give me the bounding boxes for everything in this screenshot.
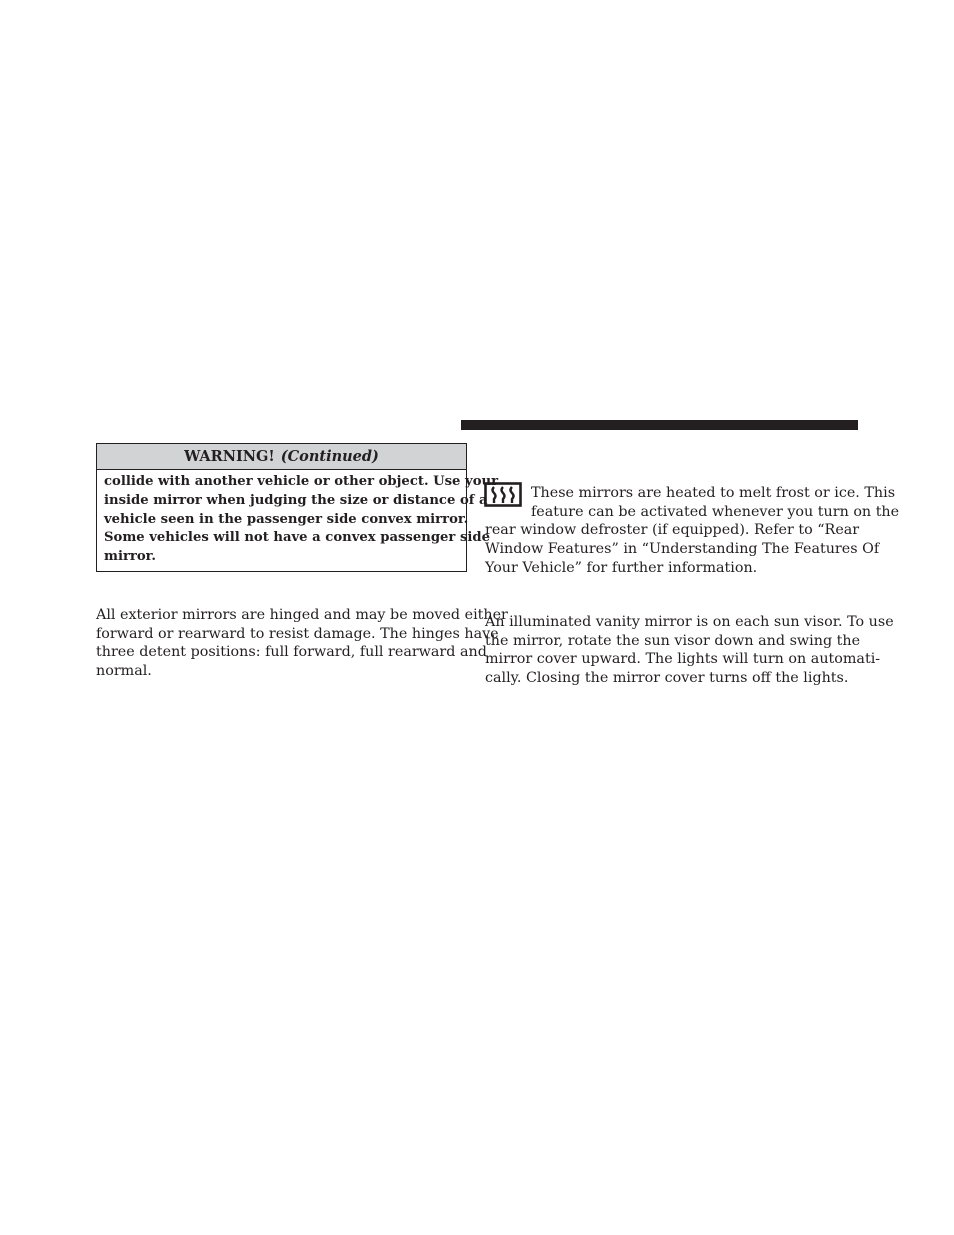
paragraph-line: All exterior mirrors are hinged and may be moved either bbox=[96, 607, 508, 623]
paragraph-line: These mirrors are heated to melt frost or ice. This bbox=[531, 485, 896, 501]
warning-continued: (Continued) bbox=[280, 448, 379, 465]
paragraph-line: normal. bbox=[96, 663, 152, 680]
warning-header bbox=[97, 444, 466, 470]
warning-line: collide with another vehicle or other object. Use your bbox=[104, 474, 499, 489]
warning-line: inside mirror when judging the size or distance of a bbox=[104, 492, 488, 508]
paragraph-line: forward or rearward to resist damage. The hinges have bbox=[96, 625, 499, 642]
warning-title: WARNING! bbox=[184, 448, 275, 465]
paragraph-line: Window Features” in “Understanding The Features Of bbox=[485, 541, 880, 558]
warning-body bbox=[97, 470, 499, 567]
section-rule bbox=[461, 420, 858, 430]
heated-mirrors-paragraph-top bbox=[531, 484, 900, 521]
warning-line: vehicle seen in the passenger side convex mirror. bbox=[104, 511, 469, 527]
paragraph-line: three detent positions: full forward, full rearward and bbox=[96, 644, 487, 661]
heated-mirrors-paragraph bbox=[485, 521, 880, 577]
paragraph-line: mirror cover upward. The lights will turn on automati- bbox=[485, 651, 881, 668]
rear-defrost-icon bbox=[484, 482, 522, 507]
paragraph-line: Your Vehicle” for further information. bbox=[485, 559, 758, 576]
paragraph-line: An illuminated vanity mirror is on each sun visor. To use bbox=[485, 614, 894, 630]
hinged-mirrors-paragraph bbox=[96, 606, 508, 681]
paragraph-line: cally. Closing the mirror cover turns off the lights. bbox=[485, 670, 849, 687]
paragraph-line: rear window defroster (if equipped). Refer to “Rear bbox=[485, 522, 860, 539]
warning-line: mirror. bbox=[104, 549, 156, 565]
warning-box bbox=[96, 443, 499, 572]
vanity-mirror-paragraph bbox=[485, 613, 894, 688]
paragraph-line: the mirror, rotate the sun visor down and swing the bbox=[485, 632, 861, 649]
paragraph-line: feature can be activated whenever you turn on the bbox=[531, 503, 900, 520]
warning-line: Some vehicles will not have a convex passenger side bbox=[104, 530, 491, 546]
